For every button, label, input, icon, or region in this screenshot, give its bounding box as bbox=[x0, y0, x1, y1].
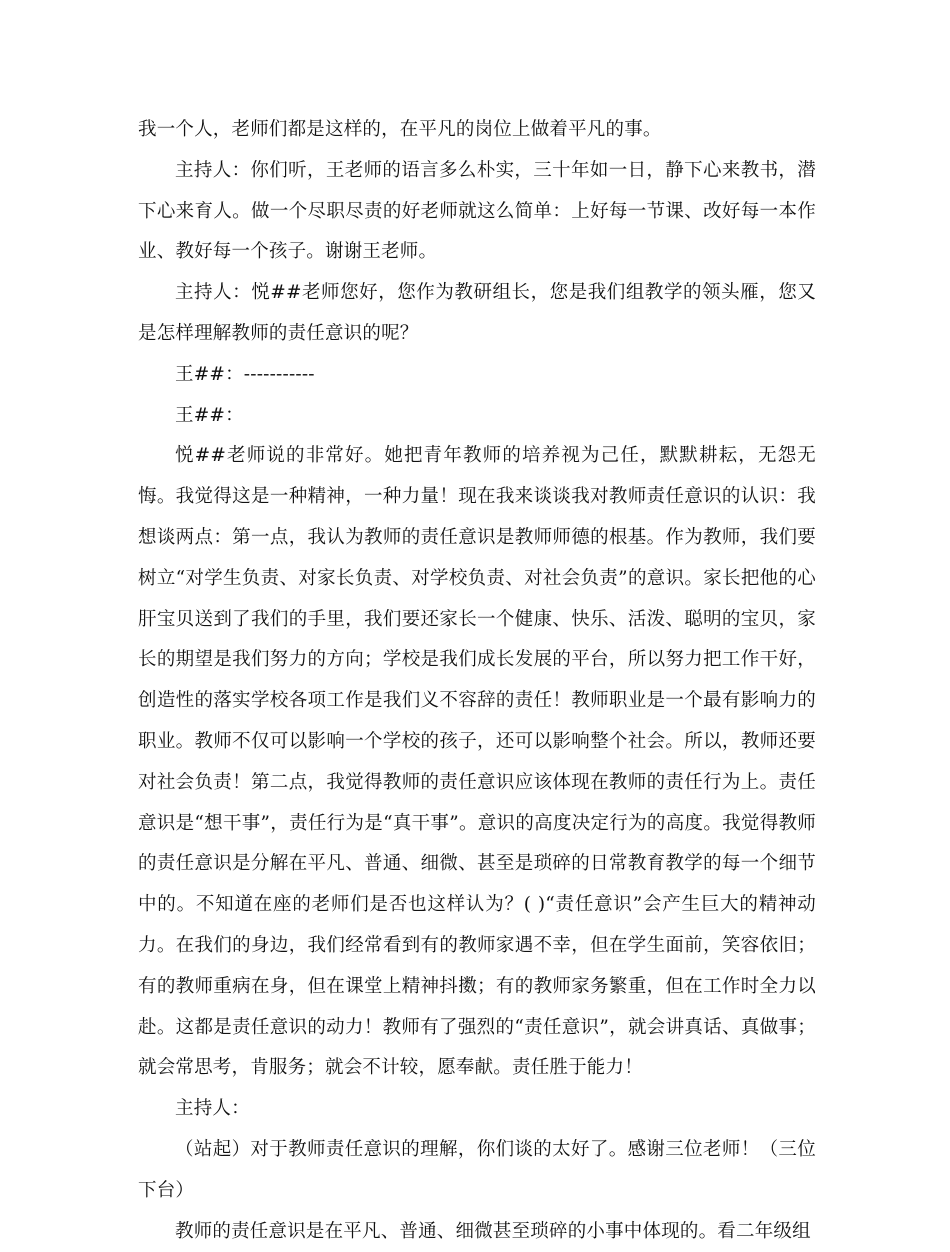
paragraph-host-label: 主持人： bbox=[175, 1098, 250, 1120]
paragraph-speaker-placeholder: 王##：----------- bbox=[175, 363, 315, 385]
paragraph-closing: 教师的责任意识是在平凡、普通、细微甚至琐碎的小事中体现的。看二年级组 bbox=[175, 1220, 811, 1242]
paragraph-speech: 悦##老师说的非常好。她把青年教师的培养视为己任，默默耕耘，无怨无悔。我觉得这是一种精神，一种力量！现在我来谈谈我对教师责任意识的认识：我想谈两点：第一点，我认为教师的责任意识是教师师德的根基。作为教师，我们要树立“对学生负责、对家长负责、对学校负责、对社会负责”的意识。家长把他的心肝宝贝送到了我们的手里，我们要还家长一个健康、快乐、活泼、聪明的宝贝，家长的期望是我们努力的方向；学校是我们成长发展的平台，所以努力把工作干好，创造性的落实学校各项工作是我们义不容辞的责任！教师职业是一个最有影响力的职业。教师不仅可以影响一个学校的孩子，还可以影响整个社会。所以，教师还要对社会负责！第二点，我觉得教师的责任意识应该体现在教师的责任行为上。责任意识是“想干事”，责任行为是“真干事”。意识的高度决定行为的高度。我觉得教师的责任意识是分解在平凡、普通、细微、甚至是琐碎的日常教育教学的每一个细节中的。不知道在座的老师们是否也这样认为？( )“责任意识”会产生巨大的精神动力。在我们的身边，我们经常看到有的教师家遇不幸，但在学生面前，笑容依旧；有的教师重病在身，但在课堂上精神抖擞；有的教师家务繁重，但在工作时全力以赴。这都是责任意识的动力！教师有了强烈的“责任意识”，就会讲真话、真做事；就会常思考，肯服务；就会不计较，愿奉献。责任胜于能力！ bbox=[138, 445, 816, 1079]
paragraph-host-thanks: （站起）对于教师责任意识的理解，你们谈的太好了。感谢三位老师！（三位下台） bbox=[138, 1138, 816, 1201]
paragraph-host-praise: 主持人：你们听，王老师的语言多么朴实，三十年如一日，静下心来教书，潜下心来育人。做一个尽职尽责的好老师就这么简单：上好每一节课、改好每一本作业、教好每一个孩子。谢谢王老师。 bbox=[138, 159, 816, 263]
paragraph-speaker-label: 王##： bbox=[175, 404, 244, 426]
paragraph-host-question: 主持人：悦##老师您好，您作为教研组长，您是我们组教学的领头雁，您又是怎样理解教师的责任意识的呢？ bbox=[138, 282, 816, 344]
document-body bbox=[138, 110, 816, 1252]
paragraph-continuation: 我一个人，老师们都是这样的，在平凡的岗位上做着平凡的事。 bbox=[138, 119, 662, 140]
